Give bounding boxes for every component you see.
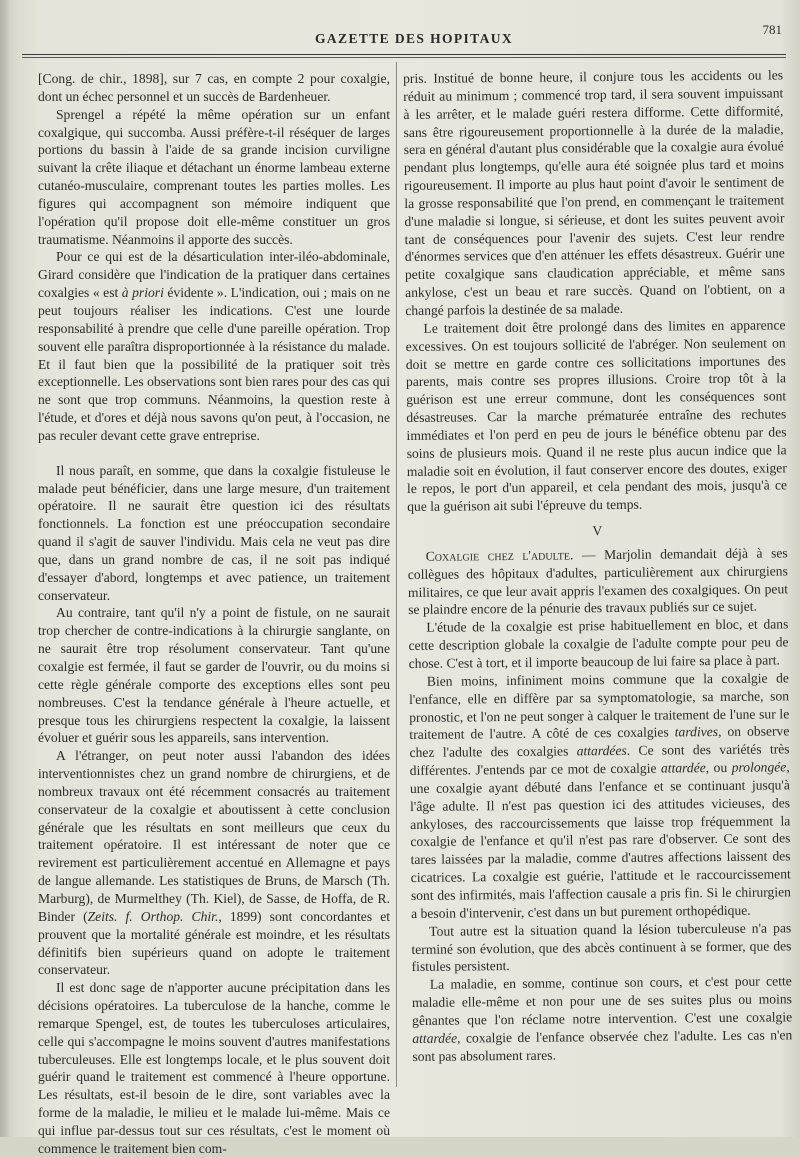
paragraph: L'étude de la coxalgie est prise habituellement en bloc, et dans cette description globale la coxalgie de l'adulte compte pour peu de chose. C'est à tort, et il importe beaucoup de lui faire sa place à part. (408, 616, 789, 671)
paragraph: [Cong. de chir., 1898], sur 7 cas, en compte 2 pour coxalgie, dont un échec personnel et un succès de Bardenheuer. (38, 71, 390, 104)
page-number: 781 (762, 22, 782, 37)
text-run: La maladie, en somme, continue son cours, et c'est pour cette maladie elle-même et non pour une de ses suites plus ou moins gênantes que l'on réclame notre intervention. C'est une coxalgie (411, 973, 793, 1028)
italic-text: attardées (576, 743, 627, 759)
left-column (38, 70, 390, 1158)
paragraph (409, 669, 791, 922)
text-run: — Marjolin demandait déjà à ses collègues des hôpitaux d'adultes, particulièrement aux chirurgiens militaires, ce que leur avait appris l'examen des coxalgiques. On peut se plaindre encore de la pénurie des travaux publiés sur ce sujet. (407, 545, 789, 618)
text-run: , on observe chez l'adulte des coxalgies (409, 723, 790, 761)
italic-text: prolongée (731, 759, 787, 775)
text-run: Bien moins, infiniment moins commune que la coxalgie de l'enfance, elle en diffère par sa symptomatologie, sa marche, son pronostic, et l'on ne peut songer à calquer le traitement de l'une sur le traitement de l'autre. A côté de ces coxalgies (408, 670, 790, 743)
paragraph: Sprengel a répété la même opération sur un enfant coxalgique, qui succomba. Aussi préfère-t-il réséquer de larges portions du bassin à l'aide de sa grande incision curviligne suivant la crête iliaque et détachant un énorme lambeau externe cutanéo-musculaire, comprenant toutes les parties molles. Les figures qui accompagnent son mémoire indiquent que l'opération qu'il propose doit elle-même constituer un gros traumatisme. Néanmoins il apporte des succès. (38, 106, 390, 247)
text-run: , 1899) sont concordantes et prouvent que la mortalité générale est moindre, et les résultats définitifs bien supérieurs quand on adopte le traitement conservateur. (38, 908, 390, 978)
paragraph: Tout autre est la situation quand la lésion tuberculeuse n'a pas terminé son évolution, que des abcès continuent à se former, que des fistules persistent. (411, 919, 792, 975)
paragraph (412, 972, 793, 1065)
paragraph: Au contraire, tant qu'il n'y a point de fistule, on ne saurait trop chercher de contre-indications à la chirurgie sanglante, on ne saurait être trop résolument conservateur. Tant qu'une coxalgie est fermée, il faut se garder de l'ouvrir, ou du moins si cette règle générale comporte des exceptions elles sont peu nombreuses. C'est la tendance générale à l'heure actuelle, et presque tous les chirurgiens respectent la coxalgie, la laissent évoluer et guérir sous les appareils, sans intervention. (38, 605, 390, 746)
text-run: . Ce sont des variétés très différentes. J'entends par ce mot de coxalgie (409, 741, 790, 779)
page-header (0, 22, 800, 52)
paragraph: Il est donc sage de n'apporter aucune précipitation dans les décisions opératoires. La tuberculose de la hanche, comme le remarque Spengel, est, de toutes les tuberculoses articulaires, celle qui s'accompagne le moins souvent d'autres manifestations tuberculeuses. Elle est longtemps locale, et le plus souvent doit guérir quand le traitement est commencé à l'heure opportune. Les résultats, est-il besoin de le dire, sont variables avec la forme de la maladie, le milieu et le malade lui-même. Mais ce qui influe par-dessus tout sur ces résultats, c'est le moment où commence le traitement bien com- (38, 980, 390, 1156)
italic-text: à priori (121, 285, 164, 301)
binding-shadow (0, 0, 10, 1137)
header-rule (22, 54, 786, 55)
paragraph: pris. Institué de bonne heure, il conjure tous les accidents ou les réduit au minimum ; commencé trop tard, il sera souvent impuissant à les arrêter, et le malade guéri restera difforme. Cette difformité, sans être rigoureusement proportionnelle à la durée de la maladie, sera en général d'autant plus considérable que la coxalgie aura évolué pendant plus longtemps, qu'elle aura été soignée plus tard et moins rigoureusement. Il importe au plus haut point d'avoir le sentiment de la grosse responsabilité que l'on prend, en commençant le traitement d'une maladie si longue, si sérieuse, et dont les suites peuvent avoir tant de conséquences pour l'avenir des sujets. C'est leur rendre d'énormes services que d'en atténuer les effets désastreux. Guérir une petite coxalgique sans claudication appréciable, et même sans ankylose, c'est un beau et rare succès. Quand on l'obtient, on a changé parfois la destinée de sa malade. (403, 67, 786, 318)
paragraph (408, 544, 789, 619)
text-run: Pour ce qui est de la désarticulation inter-iléo-abdominale, Girard considère que l'indication de la pratiquer dans certaines coxalgies « est (38, 249, 390, 301)
right-column (403, 66, 793, 1065)
section-heading: Coxalgie chez l'adulte. (425, 547, 574, 564)
italic-text: Zeits. f. Orthop. Chir. (87, 908, 219, 924)
text-run: , coxalgie de l'enfance observée chez l'adulte. Les cas n'en sont pas absolument rares. (412, 1027, 793, 1064)
text-run: évidente ». L'indication, oui ; mais on ne peut toujours réaliser les indications. C'est une lourde responsabilité à prendre que celle d'une pareille opération. Trop souvent elle paraîtra disproportionnée à la résistance du malade. Et il faut bien que la possibilité de la pratiquer soit très exceptionnelle. Les observations sont bien rares pour des cas qui ne sont que trop communs. Néanmoins, la question reste à l'étude, et d'ores et déjà nous savons qu'on peut, à l'occasion, ne pas reculer devant cette grave entreprise. (38, 285, 390, 443)
running-title: GAZETTE DES HOPITAUX (315, 31, 514, 46)
text-run: , ou (705, 759, 732, 776)
paragraph (38, 248, 390, 444)
italic-text: attardée (412, 1030, 458, 1046)
paragraph: Le traitement doit être prolongé dans des limites en apparence excessives. On est toujours sollicité de l'abréger. Non seulement on doit se mettre en garde contre ces sollicitations importunes des parents, mais contre ses propres illusions. Croire trop tôt à la guérison est une erreur commune, dont les conséquences sont désastreuses. Car la marche prématurée entraîne des rechutes immédiates et l'on perd en peu de jours le bénéfice obtenu par des soins de plusieurs mois. Quand il ne reste plus aucun indice que la maladie soit en évolution, il faut conserver encore des doutes, exiger le repos, le port d'un appareil, et cela pendant des mois, jusqu'à ce que la guérison ait subi l'épreuve du temps. (405, 317, 788, 515)
paragraph: Il nous paraît, en somme, que dans la coxalgie fistuleuse le malade peut bénéficier, dans une large mesure, d'un traitement opératoire. Il ne saurait être question ici des résultats fonctionnels. La fonction est une préoccupation secondaire quand il s'agit de sauver l'individu. Mais cela ne veut pas dire que, dans un grand nombre de cas, il ne soit pas indiqué d'essayer d'abord, longtemps et avec patience, un traitement conservateur. (38, 462, 390, 603)
text-run: A l'étranger, on peut noter aussi l'abandon des idées interventionnistes chez un grand nombre de chirurgiens, et de nombreux travaux ont été récemment consacrés au traitement conservateur de la coxalgie et aboutissent à cette conclusion générale que les résultats en sont meilleurs que ceux du traitement opératoire. Il est intéressant de noter que ce revirement est particulièrement accentué en Allemagne et pays de langue allemande. Les statistiques de Bruns, de Marsch (Th. Marburg), de Murmelthey (Th. Kiel), de Sasse, de Hoffa, de R. Binder ( (38, 748, 390, 924)
italic-text: tardives (674, 724, 719, 740)
italic-text: attardée (660, 760, 706, 776)
paragraph (38, 747, 390, 979)
section-number: V (592, 523, 603, 539)
header-rule-thin (22, 57, 786, 58)
text-run: , une coxalgie ayant débuté dans l'enfance et se continuant jusqu'à l'âge adulte. Il n'est pas question ici des attitudes vicieuses, des ankyloses, des raccourcissements que laisse trop fréquemment la coxalgie de l'enfance et qu'il n'est pas rare d'observer. Ce sont des tares laissées par la maladie, comme d'autres affections laissent des cicatrices. La coxalgie est guérie, l'attitude et le raccourcissement sont des infirmités, mais l'affection causale a pris fin. Si le chirurgien a besoin d'intervenir, c'est dans un but purement orthopédique. (409, 759, 791, 921)
column-divider (396, 62, 397, 1087)
